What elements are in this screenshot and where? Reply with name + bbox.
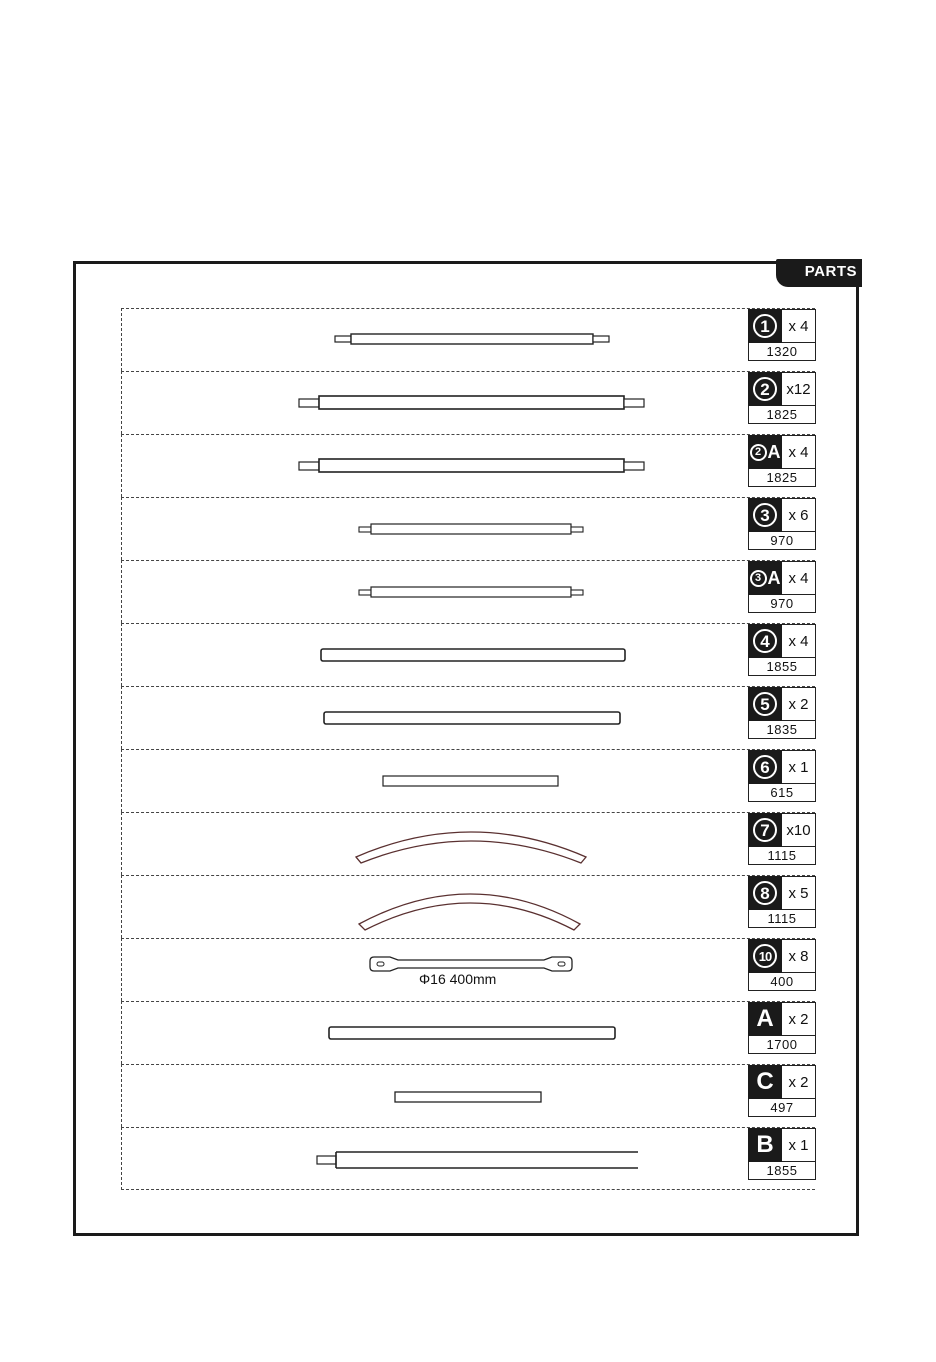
part-4-length: 1855 <box>748 658 816 676</box>
part-2a-badge <box>748 435 816 487</box>
part-c-length: 497 <box>748 1099 816 1117</box>
part-2a-qty: x 4 <box>782 435 816 469</box>
part-8-qty: x 5 <box>782 876 816 910</box>
part-10-caption: Φ16 400mm <box>419 971 497 987</box>
part-2-length: 1825 <box>748 406 816 424</box>
part-2-number: 2 <box>748 372 782 406</box>
part-10-number: 10 <box>748 939 782 973</box>
part-3a-qty: x 4 <box>782 561 816 595</box>
part-2a-length: 1825 <box>748 469 816 487</box>
part-1-length: 1320 <box>748 343 816 361</box>
part-b-badge <box>748 1128 816 1180</box>
part-6-drawing <box>122 750 748 813</box>
part-7-badge <box>748 813 816 865</box>
part-row-3 <box>121 497 815 560</box>
part-4-number: 4 <box>748 624 782 658</box>
part-7-qty: x10 <box>782 813 816 847</box>
part-c-badge <box>748 1065 816 1117</box>
part-6-qty: x 1 <box>782 750 816 784</box>
part-7-number: 7 <box>748 813 782 847</box>
part-row-c <box>121 1064 815 1127</box>
part-3a-length: 970 <box>748 595 816 613</box>
part-2-drawing <box>122 372 748 435</box>
part-2-badge <box>748 372 816 424</box>
part-b-qty: x 1 <box>782 1128 816 1162</box>
part-row-2a <box>121 434 815 497</box>
part-row-8 <box>121 875 815 938</box>
part-c-drawing <box>122 1065 748 1128</box>
part-3-drawing <box>122 498 748 561</box>
part-row-2 <box>121 371 815 434</box>
part-3-qty: x 6 <box>782 498 816 532</box>
part-5-number: 5 <box>748 687 782 721</box>
part-4-drawing <box>122 624 748 687</box>
part-row-6 <box>121 749 815 812</box>
part-10-qty: x 8 <box>782 939 816 973</box>
part-5-badge <box>748 687 816 739</box>
parts-tab-label: PARTS <box>804 263 857 280</box>
part-4-badge <box>748 624 816 676</box>
part-b-drawing <box>122 1128 748 1191</box>
part-3a-drawing <box>122 561 748 624</box>
part-8-length: 1115 <box>748 910 816 928</box>
part-1-drawing <box>122 309 748 372</box>
part-7-drawing <box>122 813 748 876</box>
part-5-drawing <box>122 687 748 750</box>
part-3a-badge <box>748 561 816 613</box>
part-a-badge <box>748 1002 816 1054</box>
part-b-length: 1855 <box>748 1162 816 1180</box>
part-5-qty: x 2 <box>782 687 816 721</box>
part-c-qty: x 2 <box>782 1065 816 1099</box>
part-b-number: B <box>748 1128 782 1162</box>
part-2-qty: x12 <box>782 372 816 406</box>
part-a-number: A <box>748 1002 782 1036</box>
part-2a-number: 2 A <box>748 435 782 469</box>
part-10-badge <box>748 939 816 991</box>
part-1-number: 1 <box>748 309 782 343</box>
part-3-number: 3 <box>748 498 782 532</box>
part-3a-number: 3 A <box>748 561 782 595</box>
part-4-qty: x 4 <box>782 624 816 658</box>
part-row-7 <box>121 812 815 875</box>
part-5-length: 1835 <box>748 721 816 739</box>
parts-tab <box>776 259 862 287</box>
part-row-5 <box>121 686 815 749</box>
part-row-3a <box>121 560 815 623</box>
part-row-1 <box>121 308 815 371</box>
part-1-badge <box>748 309 816 361</box>
part-row-10 <box>121 938 815 1001</box>
part-row-a <box>121 1001 815 1064</box>
part-8-drawing <box>122 876 748 939</box>
part-3-badge <box>748 498 816 550</box>
part-2a-drawing <box>122 435 748 498</box>
part-8-badge <box>748 876 816 928</box>
part-a-qty: x 2 <box>782 1002 816 1036</box>
part-3-length: 970 <box>748 532 816 550</box>
part-a-drawing <box>122 1002 748 1065</box>
part-10-length: 400 <box>748 973 816 991</box>
parts-list <box>121 308 815 1190</box>
part-1-qty: x 4 <box>782 309 816 343</box>
part-6-length: 615 <box>748 784 816 802</box>
part-6-number: 6 <box>748 750 782 784</box>
part-c-number: C <box>748 1065 782 1099</box>
part-a-length: 1700 <box>748 1036 816 1054</box>
part-row-b <box>121 1127 815 1190</box>
part-row-4 <box>121 623 815 686</box>
part-7-length: 1115 <box>748 847 816 865</box>
part-6-badge <box>748 750 816 802</box>
part-8-number: 8 <box>748 876 782 910</box>
